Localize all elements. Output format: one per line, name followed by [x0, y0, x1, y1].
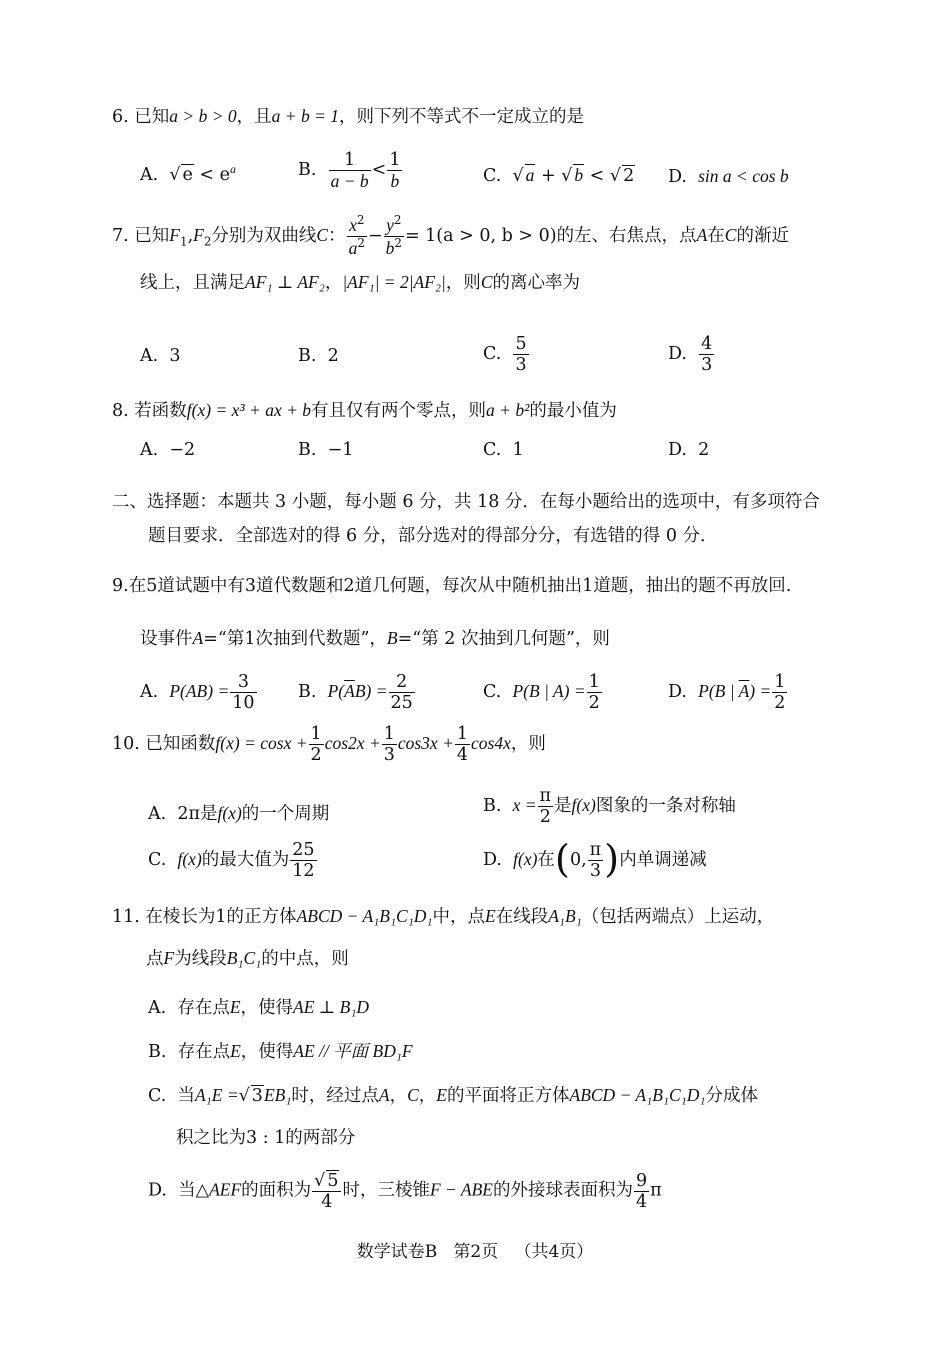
option-text-2: 的一个周期 — [241, 804, 330, 824]
q7-stem-text-4: 在 — [707, 225, 725, 246]
fraction-denominator: 12 — [292, 861, 315, 882]
fraction-denominator: 2 — [774, 693, 786, 714]
option-label: C. — [483, 682, 502, 703]
q8-function: f(x) = x³ + ax + b — [186, 400, 312, 420]
option-value: −1 — [327, 440, 354, 460]
x: x — [349, 214, 357, 235]
q9-option-d — [668, 672, 788, 713]
q11-line2-text-3: 的中点，则 — [261, 949, 349, 969]
q9-option-a — [140, 672, 258, 713]
option-text: 在 — [537, 850, 555, 871]
q10-option-c — [148, 840, 318, 881]
fraction-denominator: 2 — [539, 807, 551, 828]
q6-stem-text-2: ，且 — [236, 107, 272, 127]
pi: π — [650, 1180, 662, 1201]
fraction-denominator: 10 — [232, 693, 255, 714]
option-label: C. — [483, 440, 502, 460]
q11-option-d: D. 当△AEF的面积为 $\frac{√ 5}{4}$ 时，三棱锥F − ABE的外接球表面积为 $\frac{9}{4}$ π — [148, 1170, 662, 1213]
fraction-denominator: 2 — [310, 745, 322, 766]
option-text-2: 的面积为 — [241, 1180, 312, 1201]
fraction-numerator: 4 — [701, 334, 713, 354]
option-value: −2 — [169, 440, 196, 460]
q11-option-c: C. 当A₁E =√ 3EB₁时，经过点A，C，E的平面将正方体ABCD − A₁B₁C₁D₁分成体 — [148, 1085, 758, 1106]
option-label: A. — [140, 440, 159, 460]
term: cos4x — [471, 733, 511, 754]
option-label: B. — [298, 160, 317, 181]
perpendicular-relation: AF₁ ⊥ AF₂ — [245, 272, 325, 292]
option-label: B. — [298, 440, 317, 460]
sqrt-3: 3 — [251, 1086, 263, 1106]
fraction-numerator: 1 — [588, 672, 600, 692]
option-label: D. — [668, 344, 687, 365]
section2-heading-line2: 题目要求．全部选对的得 6 分，部分选对的得部分分，有选错的得 0 分． — [148, 526, 718, 546]
q9-option-b — [298, 672, 416, 713]
curve-c: C — [480, 272, 493, 292]
q6-option-b — [298, 150, 403, 191]
event-b: B — [386, 628, 398, 648]
q7-option-b — [298, 346, 339, 366]
q8-option-b — [298, 440, 353, 460]
q9-stem-line2 — [140, 630, 610, 649]
option-lhs: P(B | — [698, 681, 739, 702]
complement-a: $\overline{A}$ — [344, 681, 355, 702]
q7-line2-text: 线上，且满足 — [140, 273, 245, 293]
option-text-3: 的平面将正方体 — [447, 1086, 570, 1106]
option-text-2: 内单调递减 — [619, 850, 707, 871]
fraction-denominator: 3 — [383, 745, 395, 766]
event-a: A — [192, 628, 204, 648]
curve-c: C — [724, 224, 737, 245]
q7-option-a — [140, 346, 180, 366]
subscript: 1 — [179, 234, 188, 249]
option-label: C. — [148, 850, 167, 871]
q7-option-c — [483, 334, 530, 375]
option-value: 2 — [327, 346, 339, 366]
fraction-denominator: a − b — [330, 171, 369, 192]
q7-stem-text: 已知 — [134, 225, 170, 246]
option-text-2: ，使得 — [240, 998, 294, 1018]
fraction-denominator: 3 — [589, 861, 601, 882]
q6-option-a: A. √ $e < e^a$ — [140, 162, 236, 185]
point-e: E — [230, 1041, 241, 1061]
q9-line1-text: 在5道试题中有3道代数题和2道几何题，每次从中随机抽出1道题，抽出的题不再放回. — [128, 576, 792, 596]
q6-option-a-exponent: a — [230, 162, 236, 176]
fraction-denominator: 2 — [588, 693, 600, 714]
cube-name: ABCD − A₁B₁C₁D₁ — [569, 1085, 706, 1105]
option-label: D. — [668, 682, 687, 703]
q6-stem — [112, 108, 584, 127]
option-value: 1 — [512, 440, 524, 460]
period: 2π — [177, 804, 200, 824]
option-label: B. — [483, 796, 502, 817]
point-a: A — [378, 1085, 390, 1105]
q8-option-a — [140, 440, 195, 460]
option-label: C. — [483, 166, 502, 186]
option-lhs-rest: ) = — [749, 681, 772, 702]
subscript: 2 — [203, 234, 212, 249]
minus: − — [367, 225, 383, 246]
fraction-denominator: 3 — [515, 355, 527, 376]
fraction-denominator: 4 — [456, 745, 469, 766]
complement-a: $\overline{A}$ — [738, 681, 750, 702]
sqrt-a: a — [525, 165, 535, 185]
q11-line1-text-3: 在线段 — [495, 907, 549, 927]
q6-option-d-text: sin a < cos b — [698, 166, 789, 186]
q9-line2-text-2: =“第1次抽到代数题”， — [203, 629, 387, 649]
option-label: A. — [140, 346, 159, 366]
point-a: A — [696, 224, 708, 245]
segment-b1c1: B₁C₁ — [226, 948, 262, 968]
right-paren: ) — [604, 837, 620, 883]
cube-name: ABCD − A₁B₁C₁D₁ — [296, 906, 433, 926]
option-text-2: 的两部分 — [285, 1128, 356, 1148]
option-lhs: P(AB) = — [169, 681, 230, 702]
q11-line2-text: 点 — [146, 949, 164, 969]
q8-stem-text-3: 的最小值为 — [529, 401, 617, 421]
option-text-4: 的外接球表面积为 — [492, 1180, 633, 1201]
option-label: D. — [483, 850, 502, 871]
option-text: 当△ — [178, 1180, 210, 1201]
q11-line1-text: 在棱长为1的正方体 — [145, 907, 297, 927]
fraction-numerator: 1 — [310, 724, 322, 744]
segment-a1b1: A₁B₁ — [548, 906, 582, 926]
q11-option-c-line2 — [176, 1124, 355, 1149]
option-text-2: 时，经过点 — [291, 1086, 379, 1106]
q8-number: 8. — [112, 401, 129, 421]
q7-stem-line2 — [140, 274, 580, 293]
fraction-numerator: 1 — [383, 724, 395, 744]
ratio: 3 : 1 — [246, 1128, 286, 1148]
superscript: 2 — [357, 235, 365, 250]
comma: ， — [389, 1086, 408, 1106]
q6-condition-2: a + b = 1 — [271, 106, 340, 126]
option-text-4: 分成体 — [705, 1086, 758, 1106]
point-c: C — [407, 1085, 419, 1105]
option-text: 的最大值为 — [201, 850, 290, 871]
option-lhs: P( — [327, 681, 345, 702]
comma: ， — [418, 1086, 437, 1106]
option-label: C. — [148, 1086, 167, 1106]
a: a — [348, 237, 358, 258]
superscript: 2 — [394, 235, 402, 250]
option-text: 存在点 — [177, 1042, 231, 1062]
option-label: A. — [140, 682, 159, 703]
q11-line1-text-2: 中，点 — [432, 907, 486, 927]
option-text-3: 时，三棱锥 — [342, 1180, 430, 1201]
point-e: E — [436, 1085, 447, 1105]
q7-line2-text-2: ，则 — [445, 273, 481, 293]
q11-number: 11. — [112, 907, 140, 927]
absolute-relation: |AF₁| = 2|AF₂| — [342, 272, 446, 292]
curve-c: C — [316, 224, 329, 245]
option-label: A. — [148, 998, 167, 1018]
sqrt-b: b — [574, 165, 584, 185]
option-label: D. — [668, 440, 687, 460]
fraction-numerator: π — [589, 840, 602, 860]
q7-stem-line1 — [112, 214, 789, 259]
term: cos3x + — [397, 733, 454, 754]
function-f: f(x) — [217, 803, 242, 823]
term: cos2x + — [324, 733, 381, 754]
option-label: D. — [668, 167, 687, 187]
fraction-numerator: 1 — [456, 724, 469, 744]
relation-rhs: EB₁ — [263, 1085, 292, 1105]
q8-stem-text-2: 有且仅有两个零点，则 — [311, 401, 487, 421]
option-text: 当 — [177, 1086, 195, 1106]
fraction-numerator: 1 — [389, 150, 401, 170]
q7-stem-text-3: 的左、右焦点，点 — [556, 225, 697, 246]
q10-stem-text-2: ，则 — [510, 734, 546, 755]
relation: AE // 平面 BD₁F — [293, 1041, 413, 1061]
q10-number: 10. — [112, 734, 140, 755]
q9-line2-text-3: =“第 2 次抽到几何题”，则 — [397, 629, 610, 649]
x-equals: x = — [512, 795, 537, 816]
q6-sqrt-e: e — [182, 164, 193, 185]
fraction-numerator: 25 — [292, 840, 315, 860]
fraction-numerator: 2 — [389, 672, 415, 693]
relation-lhs: A₁E = — [194, 1085, 239, 1105]
option-lhs-rest: B) = — [354, 681, 388, 702]
q6-option-c: C. √ a + √ b < √ 2 — [483, 165, 635, 186]
q6-number: 6. — [112, 107, 129, 127]
fraction-numerator: 9 — [635, 1170, 648, 1191]
option-label: B. — [298, 682, 317, 703]
equation-rhs: = 1(a > 0, b > 0) — [404, 225, 557, 246]
point-e: E — [229, 997, 241, 1017]
fraction-denominator: 4 — [321, 1192, 333, 1213]
superscript: 2 — [356, 213, 365, 227]
q7-number: 7. — [112, 225, 129, 246]
option-lhs: P(B | A) = — [512, 681, 586, 702]
function-f: f(x) — [177, 849, 202, 870]
q7-option-d — [668, 334, 715, 375]
fraction-numerator: 1 — [329, 150, 371, 171]
fraction-numerator: 5 — [515, 334, 527, 354]
q10-option-a — [148, 800, 329, 825]
b: b — [385, 237, 395, 258]
less-than: < — [589, 166, 605, 186]
option-text: 是 — [199, 804, 218, 824]
q9-option-c — [483, 672, 603, 713]
q11-stem-line1 — [112, 908, 774, 927]
option-label: A. — [140, 164, 159, 185]
comma: ， — [324, 273, 343, 293]
section2-heading-line1: 二、选择题：本题共 3 小题，每小题 6 分，共 18 分．在每小题给出的选项中，有多项符合 — [112, 492, 820, 512]
q11-line1-text-4: （包括两端点）上运动， — [581, 907, 775, 927]
option-label: C. — [483, 344, 502, 365]
pyramid: F − ABE — [429, 1179, 493, 1200]
q9-stem-line1 — [112, 578, 791, 596]
q10-option-b — [483, 786, 736, 827]
relation: AE ⊥ B₁D — [293, 997, 370, 1017]
q10-stem — [112, 724, 546, 765]
q11-stem-line2 — [146, 950, 349, 969]
q8-option-d — [668, 440, 709, 460]
option-text: 积之比为 — [176, 1128, 246, 1148]
option-text-2: 图象的一条对称轴 — [595, 796, 736, 817]
q6-stem-text-3: ，则下列不等式不一定成立的是 — [339, 107, 585, 127]
option-label: D. — [148, 1180, 167, 1201]
function-f: f(x) — [571, 795, 596, 816]
q6-stem-text: 已知 — [134, 107, 170, 127]
superscript: 2 — [393, 213, 402, 227]
option-value: 2 — [698, 440, 710, 460]
option-text: 存在点 — [177, 998, 230, 1018]
less-than: < — [371, 160, 387, 181]
option-label: A. — [148, 804, 167, 824]
q8-option-c — [483, 440, 524, 460]
q8-stem — [112, 402, 617, 421]
focus-f2: F — [193, 224, 204, 245]
option-label: B. — [148, 1042, 167, 1062]
comma: , — [187, 225, 194, 246]
q8-stem-text: 若函数 — [134, 401, 187, 421]
q7-stem-text-2: 分别为双曲线 — [211, 225, 317, 246]
q6-condition-1: a > b > 0 — [169, 106, 237, 126]
q10-stem-text: 已知函数 — [145, 734, 216, 755]
option-label: B. — [298, 346, 317, 366]
plus: + — [540, 166, 556, 186]
fraction-denominator: 25 — [390, 693, 413, 714]
fraction-denominator: 3 — [701, 355, 713, 376]
page-footer: 数学试卷B 第2页 （共4页） — [356, 1242, 594, 1262]
sqrt-5: 5 — [327, 1171, 339, 1191]
interval-start: 0, — [569, 850, 587, 871]
function-f: f(x) — [513, 849, 538, 870]
y: y — [386, 214, 394, 235]
focus-f1: F — [169, 224, 180, 245]
left-paren: ( — [554, 837, 570, 883]
sqrt-2: 2 — [623, 166, 635, 186]
option-text: 是 — [554, 796, 572, 817]
fraction-numerator: 3 — [230, 672, 256, 693]
option-value: 3 — [169, 346, 181, 366]
q6-option-a-rhs: < e — [193, 164, 230, 185]
fraction-numerator: 1 — [774, 672, 786, 692]
fraction-denominator: 4 — [635, 1191, 648, 1212]
q10-function: f(x) = cosx + — [215, 733, 308, 754]
q11-option-b — [148, 1038, 413, 1063]
point-e: E — [485, 906, 496, 926]
point-f: F — [163, 948, 175, 968]
fraction-denominator: b — [390, 171, 400, 192]
fraction-numerator: π — [539, 786, 552, 806]
q7-stem-text-5: 的渐近 — [736, 225, 789, 246]
q9-number: 9. — [112, 576, 129, 596]
q11-line2-text-2: 为线段 — [174, 949, 227, 969]
q8-expression: a + b² — [486, 400, 530, 420]
q9-line2-text: 设事件 — [140, 629, 193, 649]
q11-option-a — [148, 994, 369, 1019]
triangle-aef: AEF — [209, 1179, 242, 1200]
colon: ： — [328, 225, 346, 246]
option-text-2: ，使得 — [240, 1042, 294, 1062]
q6-option-d — [668, 166, 789, 187]
q7-line2-text-3: 的离心率为 — [492, 273, 580, 293]
q10-option-d — [483, 837, 707, 883]
